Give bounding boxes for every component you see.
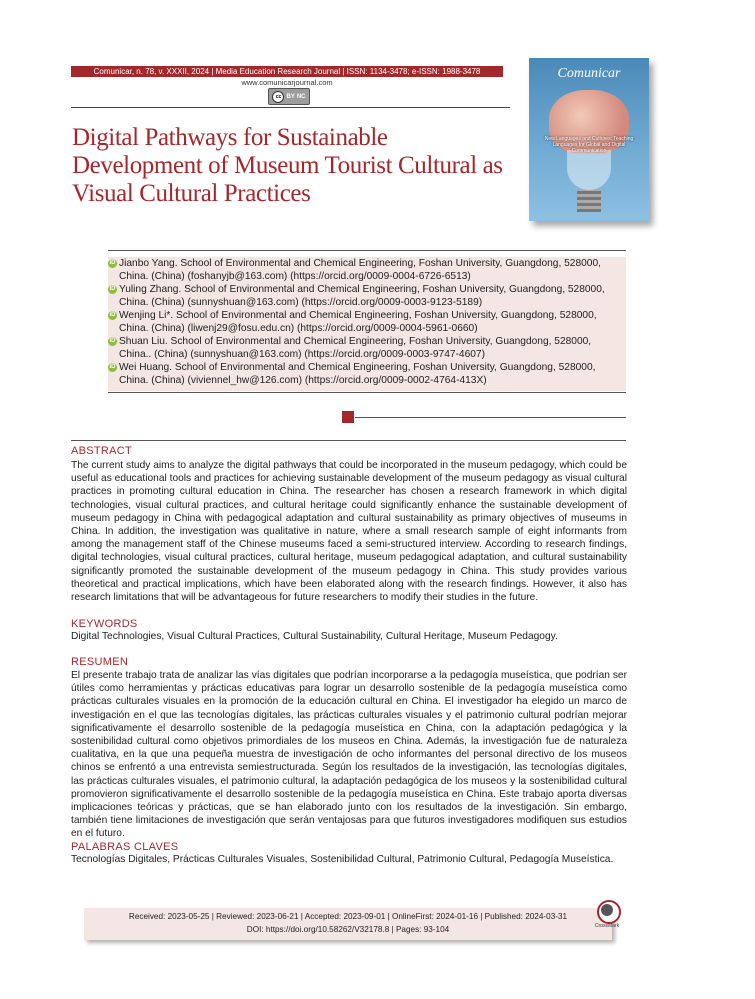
keywords-heading: KEYWORDS	[71, 618, 138, 630]
author-entry	[108, 283, 622, 309]
crossmark-badge[interactable]	[594, 900, 620, 930]
resumen-text: El presente trabajo trata de analizar las vías digitales que podrían incorporarse a la pedagogía museística, que podrían ser útiles como herramientas y prácticas educativas para lograr un desarrollo sostenible de la pedagogía museística como prácticas culturales visuales en la promoción de la educación cultural en China. El investigador ha elegido un marco de investigación en el que las tecnologías digitales, las prácticas culturales visuales y el patrimonio cultural podrían mejorar significativamente el desarrollo sostenible de la pedagogía museística en China, con la adaptación pedagógica y la sostenibilidad cultural como objetivos primordiales de los museos en China. Además, la investigación fue de naturaleza cualitativa, en la que una pequeña muestra de investigación de ocho informantes del personal directivo de los museos chinos se enfrentó a una entrevista semiestructurada. Según los resultados de la investigación, las tecnologías digitales, las prácticas culturales visuales, el patrimonio cultural, la adaptación pedagógica de los museos y la sostenibilidad cultural promovieron significativamente el desarrollo sostenible de la pedagogía museística en China. Este trabajo aporta diversas implicaciones teóricas y prácticas, que se han elaborado junto con los resultados de la investigación. Sin embargo, también tiene limitaciones de investigación que serán ventajosas para que futuros investigadores modifiquen sus estudios en el futuro.	[71, 670, 627, 840]
authors-rule-top	[108, 250, 626, 251]
section-divider-square	[342, 411, 354, 423]
publication-dates: Received: 2023-05-25 | Reviewed: 2023-06-21 | Accepted: 2023-09-01 | OnlineFirst: 2024-01-16 | Published: 2024-03-31	[128, 912, 568, 921]
cover-subtitle: New Languages and Cultures: Teaching Languages for Global and Digital Communication	[544, 136, 634, 154]
orcid-icon[interactable]: iD	[109, 338, 116, 344]
cover-title: Comunicar	[557, 66, 621, 81]
article-title: Digital Pathways for Sustainable Development of Museum Tourist Cultural as Visual Cultural Practices	[72, 124, 503, 207]
journal-cover-image	[529, 58, 649, 221]
author-text: Jianbo Yang. School of Environmental and Chemical Engineering, Foshan University, Guangdong, 528000, China. (China) (foshanyjb@163.com) (https://orcid.org/0009-0004-6726-6513)	[119, 258, 601, 282]
resumen-heading: RESUMEN	[71, 656, 129, 668]
palabras-text: Tecnologías Digitales, Prácticas Culturales Visuales, Sostenibilidad Cultural, Patrimonio Cultural, Pedagogía Museística.	[71, 854, 614, 865]
keywords-text: Digital Technologies, Visual Cultural Practices, Cultural Sustainability, Cultural Heritage, Museum Pedagogy.	[71, 631, 558, 642]
crossmark-inner-icon	[601, 904, 613, 916]
palabras-heading: PALABRAS CLAVES	[71, 841, 179, 853]
bulb-base-icon	[577, 190, 601, 212]
journal-info-bar: Comunicar, n. 78, v. XXXII, 2024 | Media Education Research Journal | ISSN: 1134-3478; e-ISSN: 1988-3478	[71, 66, 503, 77]
abstract-rule	[71, 440, 626, 441]
section-divider-line	[355, 417, 626, 418]
orcid-icon[interactable]: iD	[109, 364, 116, 370]
orcid-icon[interactable]: iD	[109, 286, 116, 292]
author-text: Wei Huang. School of Environmental and Chemical Engineering, Foshan University, Guangdong, 528000, China. (China) (viviennel_hw@126.com) (https://orcid.org/0009-0002-4764-413X)	[119, 362, 596, 386]
author-text: Yuling Zhang. School of Environmental and Chemical Engineering, Foshan University, Guangdong, 528000, China. (China) (sunnyshuan@163.com) (https://orcid.org/0009-0003-9123-5189)	[119, 284, 605, 308]
author-text: Shuan Liu. School of Environmental and Chemical Engineering, Foshan University, Guangdong, 528000, China.. (China) (sunnyshuan@163.com) (https://orcid.org/0009-0003-9747-4607)	[119, 336, 592, 360]
author-entry	[108, 257, 622, 283]
abstract-heading: ABSTRACT	[71, 445, 133, 457]
author-entry	[108, 335, 622, 361]
abstract-text: The current study aims to analyze the digital pathways that could be incorporated in the museum pedagogy, which could be useful as educational tools and practices for achieving sustainable development of the museum pedagogy as visual cultural practices in promoting cultural education in China. The researcher has chosen a research framework in which digital technologies, visual cultural practices, and cultural heritage could significantly enhance the sustainable development of museum pedagogy in China with pedagogical adaptation and cultural sustainability as primary objectives of museums in China. In addition, the investigation was qualitative in nature, where a small research sample of eight informants from among the management staff of the Chinese museums faced a semi-structured interview. According to research findings, digital technologies, visual cultural practices, cultural heritage, museum pedagogical adaptation, and cultural sustainability significantly promoted the sustainable development of the museum pedagogy in China. This study provides various theoretical and practical implications, which have been elaborated along with the research findings. However, it also has research limitations that will be advantageous for future researchers to modify their studies in the future.	[71, 460, 627, 604]
crossmark-label: CrossMark	[594, 923, 620, 929]
author-entry	[108, 361, 622, 387]
author-entry	[108, 309, 622, 335]
header-rule	[71, 107, 510, 108]
license-nc: NC	[296, 93, 306, 100]
doi-pages[interactable]: DOI: https://doi.org/10.58262/V32178.8 | Pages: 93-104	[246, 925, 450, 934]
license-by: BY	[286, 93, 295, 100]
author-text: Wenjing Li*. School of Environmental and Chemical Engineering, Foshan University, Guangdong, 528000, China. (China) (liwenj29@fosu.edu.cn) (https://orcid.org/0009-0004-5961-0660)	[119, 310, 597, 334]
lightbulb-icon	[567, 150, 611, 190]
authors-rule-bottom	[108, 392, 626, 393]
cc-license-badge[interactable]	[268, 88, 310, 105]
journal-website[interactable]: www.comunicarjournal.com	[241, 78, 333, 87]
orcid-icon[interactable]: iD	[109, 312, 116, 318]
cc-icon: cc	[272, 91, 284, 103]
orcid-icon[interactable]: iD	[109, 260, 116, 266]
authors-box	[108, 257, 626, 391]
publication-info-footer	[84, 908, 612, 940]
